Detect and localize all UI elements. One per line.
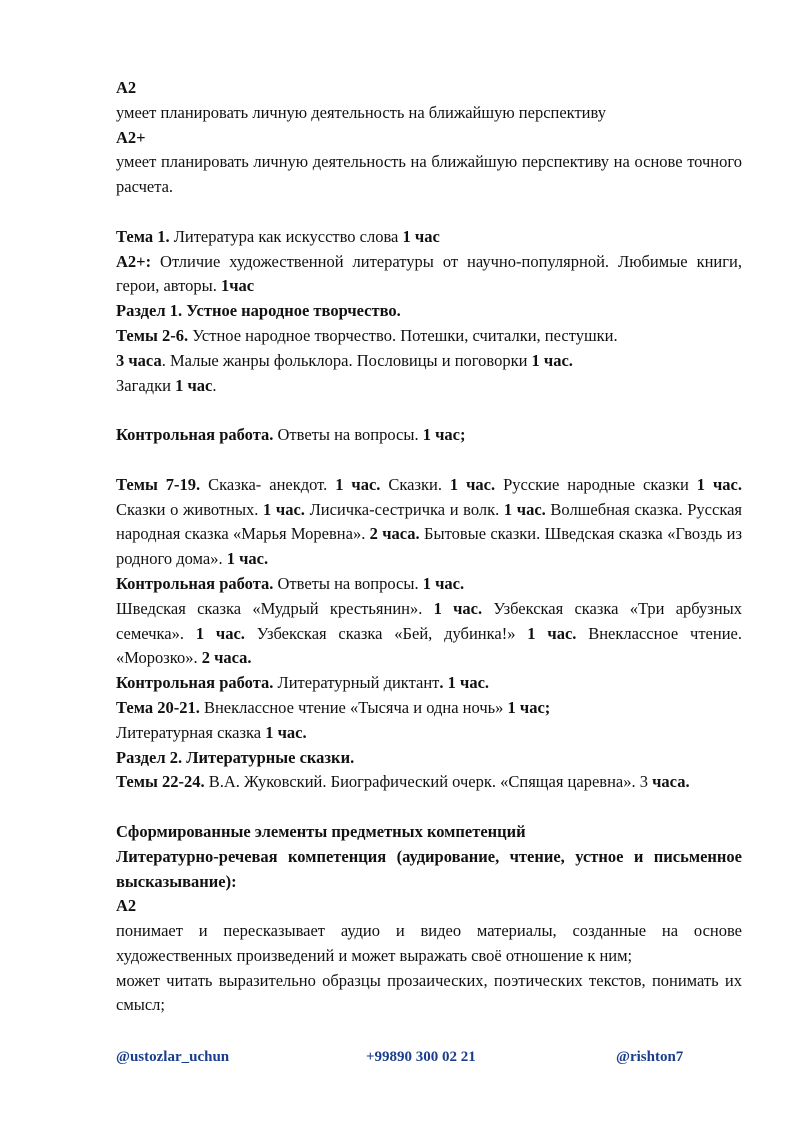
hours: 1час bbox=[221, 276, 255, 296]
hours: 3 часа bbox=[116, 350, 162, 370]
hours: 1 час. bbox=[195, 623, 245, 643]
test-line bbox=[116, 423, 742, 448]
topic-text: Бытовые сказки. Шведская сказка «Гвоздь из родного дома». bbox=[116, 524, 742, 569]
test-label: Контрольная работа. bbox=[116, 425, 274, 445]
hours: 1 час bbox=[175, 375, 213, 395]
section-heading: Раздел 2. Литературные сказки. bbox=[116, 747, 355, 767]
paragraph: умеет планировать личную деятельность на ближайшую перспективу на основе точного расчета. bbox=[116, 152, 742, 197]
test-text: Ответы на вопросы. bbox=[273, 573, 423, 593]
test-label: Контрольная работа. bbox=[116, 673, 274, 693]
topic-line bbox=[116, 374, 742, 399]
topic-text: Лисичка-сестричка и волк. bbox=[304, 499, 504, 519]
topic-text: Волшебная сказка. Русская народная сказка «Марья Моревна». bbox=[116, 499, 743, 544]
hours: 1 час. bbox=[503, 499, 546, 519]
paragraph: может читать выразительно образцы прозаических, поэтических текстов, понимать их смысл; bbox=[116, 970, 742, 1015]
topic-line bbox=[116, 721, 742, 746]
test-line bbox=[116, 671, 742, 696]
hours: 1 час. bbox=[696, 474, 742, 494]
level-heading: A2 bbox=[116, 896, 137, 916]
hours: 1 час. bbox=[265, 722, 307, 742]
topic-text: Шведская сказка «Мудрый крестьянин». bbox=[116, 598, 434, 618]
topic-text: Узбекская сказка «Три арбузных семечка». bbox=[116, 598, 742, 643]
topic-text: Литературная сказка bbox=[116, 722, 266, 742]
paragraph: умеет планировать личную деятельность на ближайшую перспективу bbox=[116, 102, 606, 122]
hours: 2 часа. bbox=[201, 648, 252, 668]
topic-text: Внеклассное чтение. «Морозко». bbox=[116, 623, 742, 668]
topic-text: В.А. Жуковский. Биографический очерк. «Спящая царевна». 3 bbox=[204, 772, 653, 792]
topic-text: . bbox=[212, 375, 217, 395]
level-heading: A2 bbox=[116, 78, 137, 97]
hours: 2 часа. bbox=[369, 524, 420, 544]
hours: 1 час. bbox=[531, 350, 573, 370]
test-label: Контрольная работа. bbox=[116, 573, 274, 593]
hours: . 1 час. bbox=[439, 673, 490, 693]
footer-telegram-right[interactable]: @rishton7 bbox=[616, 1049, 684, 1065]
hours: 1 час; bbox=[507, 697, 551, 717]
topic-paragraph bbox=[116, 597, 742, 671]
document-body bbox=[116, 76, 742, 1018]
topic-text: Литература как искусство слова bbox=[169, 226, 403, 246]
hours: 1 час. bbox=[527, 623, 577, 643]
topic-text: Внеклассное чтение «Тысяча и одна ночь» bbox=[199, 697, 508, 717]
hours: 1 час. bbox=[226, 549, 269, 569]
topic-label: A2+: bbox=[116, 251, 152, 271]
topic-line bbox=[116, 696, 742, 721]
topic-text: Отличие художественной литературы от научно-популярной. Любимые книги, герои, авторы. bbox=[116, 251, 742, 296]
topic-line bbox=[116, 349, 742, 374]
level-heading: A2+ bbox=[116, 127, 146, 147]
competence-title: Сформированные элементы предметных компетенций bbox=[116, 821, 526, 841]
footer-telegram-left[interactable]: @ustozlar_uchun bbox=[116, 1049, 230, 1065]
topic-line bbox=[116, 250, 742, 300]
test-text: Литературный диктант bbox=[273, 673, 440, 693]
topic-label: Темы 2-6. bbox=[116, 325, 189, 345]
topic-label: Тема 20-21. bbox=[116, 697, 200, 717]
hours: 1 час bbox=[402, 226, 440, 246]
topic-text: Загадки bbox=[116, 375, 176, 395]
hours: часа. bbox=[652, 772, 690, 792]
topic-paragraph bbox=[116, 473, 742, 572]
hours: 1 час. bbox=[433, 598, 483, 618]
hours: 1 час; bbox=[422, 425, 466, 445]
footer-phone: +99890 300 02 21 bbox=[366, 1049, 476, 1065]
topic-label: Темы 22-24. bbox=[116, 772, 205, 792]
topic-text: . Малые жанры фольклора. Пословицы и поговорки bbox=[161, 350, 532, 370]
topic-paragraph bbox=[116, 770, 742, 795]
section-heading: Раздел 1. Устное народное творчество. bbox=[116, 301, 401, 321]
hours: 1 час. bbox=[422, 573, 465, 593]
topic-label: Темы 7-19. bbox=[116, 474, 201, 494]
topic-text: Сказки о животных. bbox=[116, 499, 264, 519]
topic-text: Русские народные сказки bbox=[495, 474, 697, 494]
topic-text: Сказки. bbox=[380, 474, 450, 494]
hours: 1 час. bbox=[263, 499, 305, 519]
topic-text: Сказка- анекдот. bbox=[200, 474, 336, 494]
paragraph: понимает и пересказывает аудио и видео материалы, созданные на основе художественных произведений и может выражать своё отношение к ним; bbox=[116, 921, 742, 965]
topic-line bbox=[116, 324, 742, 349]
hours: 1 час. bbox=[335, 474, 381, 494]
topic-label: Тема 1. bbox=[116, 226, 170, 246]
topic-text: Устное народное творчество. Потешки, считалки, пестушки. bbox=[188, 325, 618, 345]
test-text: Ответы на вопросы. bbox=[273, 425, 423, 445]
hours: 1 час. bbox=[449, 474, 496, 494]
competence-subtitle: Литературно-речевая компетенция (аудирование, чтение, устное и письменное высказывание): bbox=[116, 846, 742, 891]
test-line bbox=[116, 572, 742, 597]
topic-text: Узбекская сказка «Бей, дубинка!» bbox=[244, 623, 528, 643]
topic-line bbox=[116, 225, 742, 250]
